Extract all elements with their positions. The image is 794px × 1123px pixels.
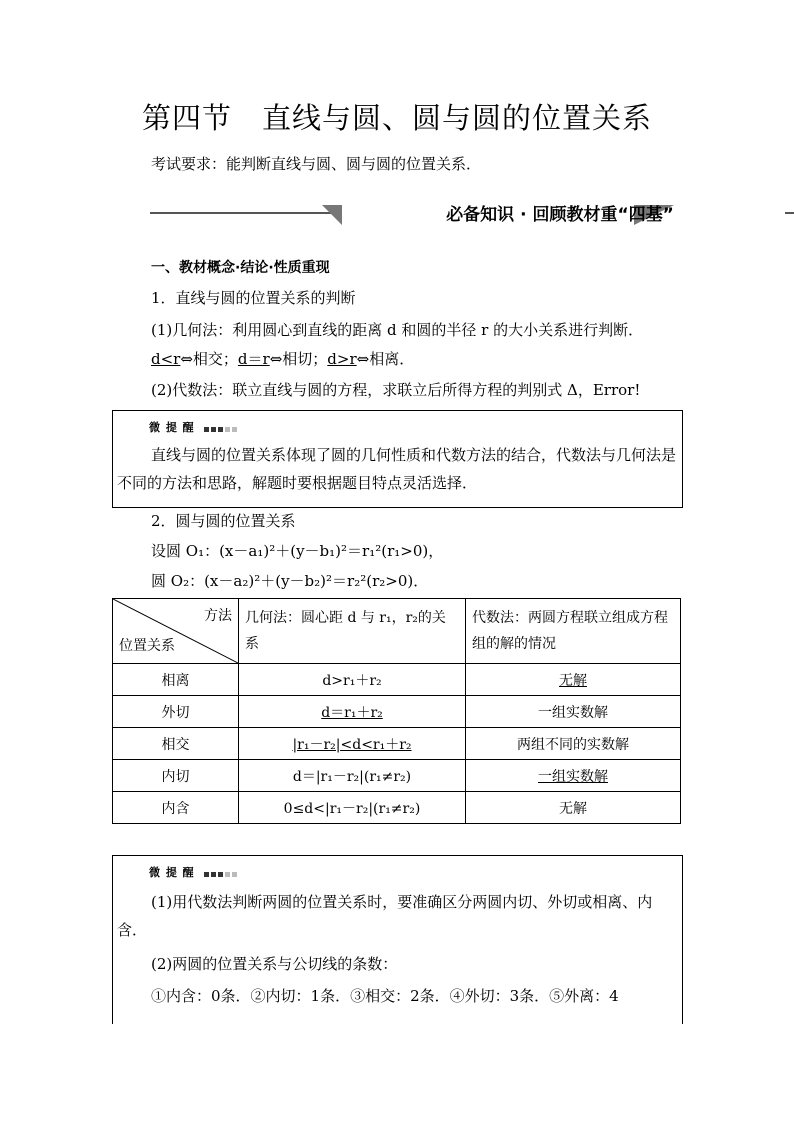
- row-relation: 外切: [113, 696, 239, 728]
- dots-icon: [204, 867, 239, 880]
- page-title: 第四节 直线与圆、圆与圆的位置关系: [141, 101, 652, 135]
- table-row: [113, 792, 681, 824]
- item1-algebraic: (2)代数法：联立直线与圆的方程，求联立后所得方程的判别式 Δ，Error!: [151, 381, 641, 399]
- tip-box-1: [112, 410, 683, 508]
- table-row: [113, 728, 681, 760]
- row-algebraic: 一组实数解: [466, 696, 681, 728]
- section-banner: [150, 202, 794, 228]
- header-geometric: 几何法：圆心距 d 与 r₁，r₂的关系: [239, 599, 466, 664]
- row-relation: 相离: [113, 664, 239, 696]
- relation-equal-text: ⇔相切；: [269, 350, 328, 368]
- corner-bottom-label: 位置关系: [119, 638, 175, 654]
- header-algebraic: 代数法：两圆方程联立组成方程组的解的情况: [466, 599, 681, 664]
- row-geometric: d＝r₁＋r₂: [239, 696, 466, 728]
- item2-circle1: 设圆 O₁：(x－a₁)²＋(y－b₁)²＝r₁²(r₁>0)，: [151, 542, 444, 560]
- table-header-row: [113, 599, 681, 664]
- tip-label: [149, 864, 239, 880]
- tip2-line2: (2)两圆的位置关系与公切线的条数：: [151, 955, 398, 973]
- section-heading: 一、教材概念·结论·性质重现: [151, 260, 330, 276]
- row-algebraic: 两组不同的实数解: [466, 728, 681, 760]
- row-relation: 内切: [113, 760, 239, 792]
- table-row: [113, 696, 681, 728]
- row-algebraic: 无解: [466, 664, 681, 696]
- row-geometric: d＝|r₁－r₂|(r₁≠r₂): [239, 760, 466, 792]
- tip-label-text: 微 提 醒: [149, 866, 195, 879]
- relation-less-text: ⇔相交；: [180, 350, 238, 368]
- tip2-line1: (1)用代数法判断两圆的位置关系时，要准确区分两圆内切、外切或相离、内含．: [117, 893, 653, 939]
- row-geometric: d>r₁＋r₂: [239, 664, 466, 696]
- table-row: [113, 760, 681, 792]
- tip-label-text: 微 提 醒: [149, 421, 195, 434]
- tip1-text: 直线与圆的位置关系体现了圆的几何性质和代数方法的结合，代数法与几何法是不同的方法和思路，解题时要根据题目特点灵活选择．: [117, 446, 677, 492]
- item1-geometric: (1)几何法：利用圆心到直线的距离 d 和圆的半径 r 的大小关系进行判断．: [151, 321, 644, 339]
- table-row: [113, 664, 681, 696]
- exam-requirement: 考试要求：能判断直线与圆、圆与圆的位置关系．: [151, 155, 482, 173]
- relation-greater: d>r: [327, 350, 357, 368]
- item2-circle2: 圆 O₂：(x－a₂)²＋(y－b₂)²＝r₂²(r₂>0)．: [151, 572, 429, 590]
- row-geometric: |r₁－r₂|<d<r₁＋r₂: [239, 728, 466, 760]
- relation-less: d<r: [151, 350, 181, 368]
- banner-left-wedge: [322, 205, 342, 225]
- row-relation: 相交: [113, 728, 239, 760]
- item2-title: 2．圆与圆的位置关系: [151, 512, 296, 530]
- relation-table: [112, 598, 681, 824]
- corner-top-label: 方法: [204, 608, 232, 624]
- table-corner-cell: [113, 599, 239, 664]
- relation-greater-text: ⇔相离．: [356, 350, 415, 368]
- row-algebraic: 无解: [466, 792, 681, 824]
- tip-label: [149, 419, 239, 435]
- item1-relations: [151, 347, 414, 371]
- tip-box-2: [112, 855, 683, 1024]
- dots-icon: [204, 422, 239, 435]
- banner-title: 必备知识 · 回顾教材重“四基”: [446, 205, 674, 225]
- row-geometric: 0≤d<|r₁－r₂|(r₁≠r₂): [239, 792, 466, 824]
- relation-equal: d＝r: [237, 350, 270, 368]
- row-relation: 内含: [113, 792, 239, 824]
- row-algebraic: 一组实数解: [466, 760, 681, 792]
- tip2-line3: ①内含：0条．②内切：1条．③相交：2条．④外切：3条．⑤外离：4: [151, 987, 619, 1005]
- item1-title: 1．直线与圆的位置关系的判断: [151, 289, 356, 307]
